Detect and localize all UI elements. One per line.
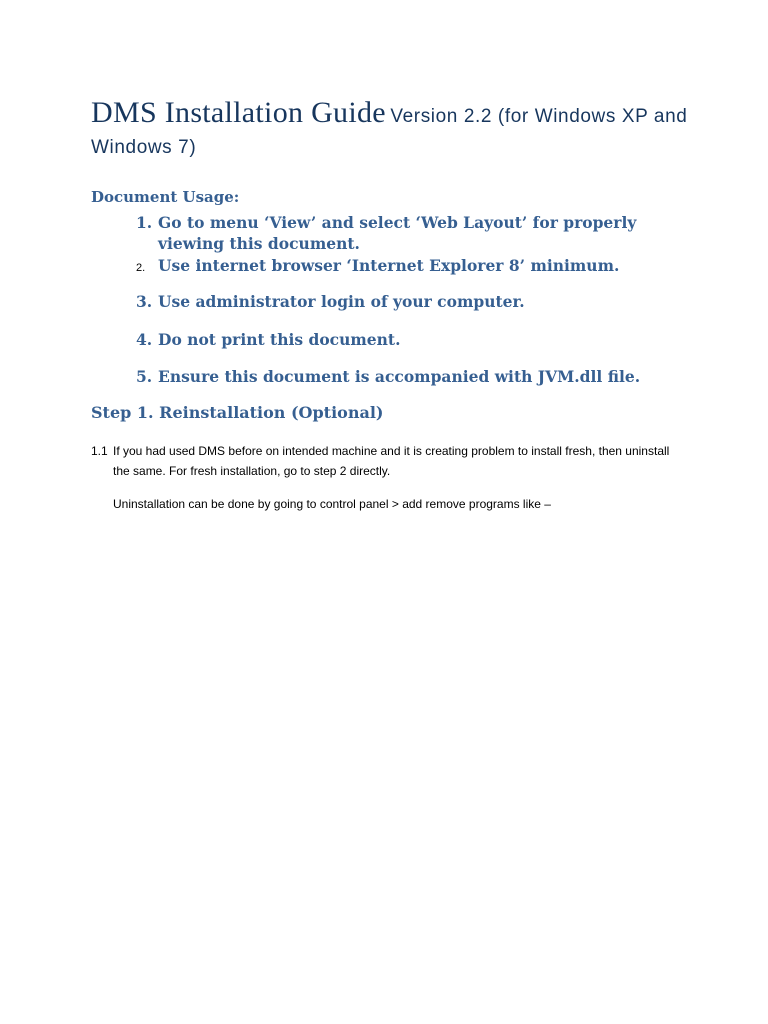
usage-item xyxy=(136,255,696,276)
usage-item-text: Go to menu ‘View’ and select ‘Web Layout’ for properly viewing this document. xyxy=(158,213,637,253)
title-main: DMS Installation Guide xyxy=(91,96,386,129)
document-title xyxy=(91,96,691,163)
usage-item-number: 2. xyxy=(136,262,146,274)
usage-item xyxy=(136,291,696,312)
usage-item-text: Do not print this document. xyxy=(158,330,401,349)
uninstallation-paragraph: Uninstallation can be done by going to control panel > add remove programs like – xyxy=(113,497,551,511)
reinstallation-paragraph: If you had used DMS before on intended machine and it is creating problem to install fresh, then uninstall the same. For fresh installation, go to step 2 directly. xyxy=(113,444,670,478)
usage-item-text: Use internet browser ‘Internet Explorer 8’ minimum. xyxy=(158,256,620,275)
usage-item xyxy=(136,212,696,254)
step-1-heading: Step 1. Reinstallation (Optional) xyxy=(91,403,384,422)
usage-item-number: 1. xyxy=(136,213,153,232)
usage-item-number: 3. xyxy=(136,292,153,311)
usage-item-number: 5. xyxy=(136,367,153,386)
usage-heading: Document Usage: xyxy=(91,188,240,206)
title-version: Version 2.2 (for Windows XP and Windows 7) xyxy=(91,106,688,158)
usage-item xyxy=(136,329,696,350)
usage-item xyxy=(136,366,696,387)
usage-item-text: Use administrator login of your computer. xyxy=(158,292,525,311)
paragraph-number: 1.1 xyxy=(91,444,108,458)
usage-item-number: 4. xyxy=(136,330,153,349)
usage-item-text: Ensure this document is accompanied with JVM.dll file. xyxy=(158,367,641,386)
